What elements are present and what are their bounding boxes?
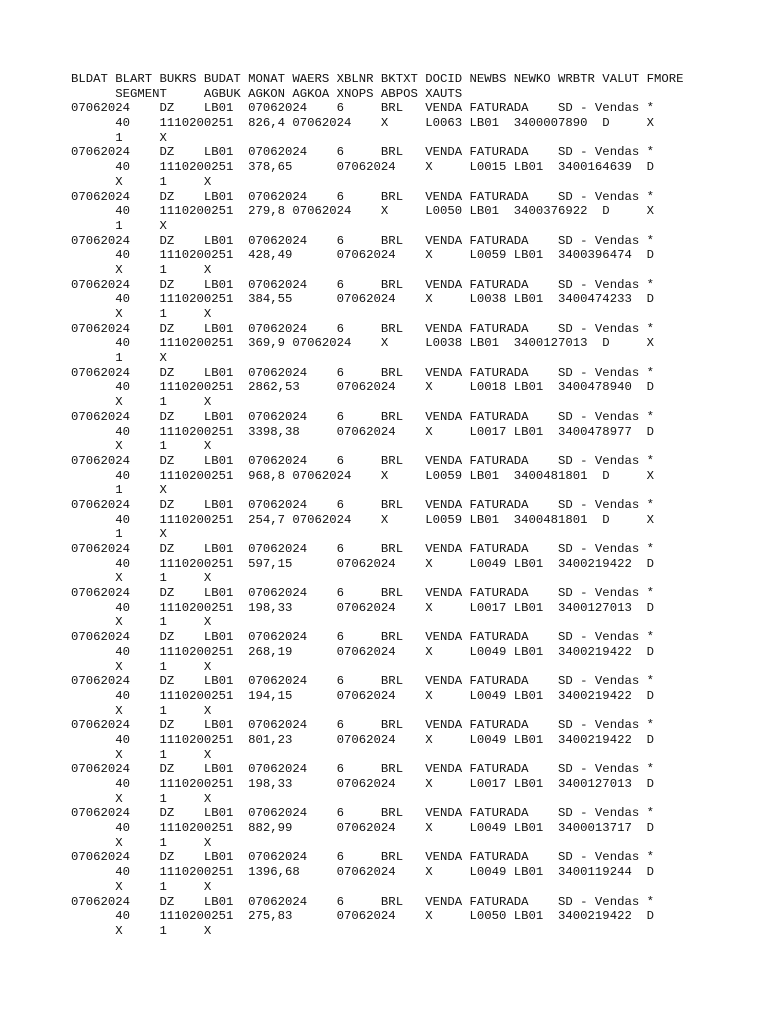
record-line: 40 1110200251 279,8 07062024 X L0050 LB01 3400376922 D X xyxy=(71,204,654,219)
record-line: X 1 X xyxy=(71,747,212,762)
record-line: 07062024 DZ LB01 07062024 6 BRL VENDA FATURADA SD - Vendas * xyxy=(71,894,654,909)
record-line: 1 X xyxy=(71,130,167,145)
record-line: 1 X xyxy=(71,218,167,233)
record-line: X 1 X xyxy=(71,879,212,894)
record-line: 07062024 DZ LB01 07062024 6 BRL VENDA FATURADA SD - Vendas * xyxy=(71,101,654,116)
record-line: 07062024 DZ LB01 07062024 6 BRL VENDA FATURADA SD - Vendas * xyxy=(71,674,654,689)
record-line: 40 1110200251 801,23 07062024 X L0049 LB01 3400219422 D xyxy=(71,732,654,747)
record-line: 40 1110200251 254,7 07062024 X L0059 LB01 3400481801 D X xyxy=(71,512,654,527)
record-line: 40 1110200251 198,33 07062024 X L0017 LB01 3400127013 D xyxy=(71,600,654,615)
header-line: SEGMENT AGBUK AGKON AGKOA XNOPS ABPOS XAUTS xyxy=(71,86,463,101)
record-line: 07062024 DZ LB01 07062024 6 BRL VENDA FATURADA SD - Vendas * xyxy=(71,189,654,204)
record-line: X 1 X xyxy=(71,307,212,321)
record-line: 1 X xyxy=(71,483,167,498)
record-line: X 1 X xyxy=(71,615,212,630)
record-line: 07062024 DZ LB01 07062024 6 BRL VENDA FATURADA SD - Vendas * xyxy=(71,542,654,556)
record-line: 07062024 DZ LB01 07062024 6 BRL VENDA FATURADA SD - Vendas * xyxy=(71,453,654,468)
record-line: X 1 X xyxy=(71,439,212,454)
record-line: 40 1110200251 826,4 07062024 X L0063 LB01 3400007890 D X xyxy=(71,116,654,131)
record-line: 40 1110200251 369,9 07062024 X L0038 LB01 3400127013 D X xyxy=(71,336,654,351)
record-line: 40 1110200251 384,55 07062024 X L0038 LB01 3400474233 D xyxy=(71,292,654,307)
record-line: 07062024 DZ LB01 07062024 6 BRL VENDA FATURADA SD - Vendas * xyxy=(71,718,654,733)
record-line: 07062024 DZ LB01 07062024 6 BRL VENDA FATURADA SD - Vendas * xyxy=(71,277,654,292)
record-line: X 1 X xyxy=(71,703,212,718)
record-line: 40 1110200251 198,33 07062024 X L0017 LB01 3400127013 D xyxy=(71,777,654,791)
record-line: X 1 X xyxy=(71,174,212,189)
record-line: X 1 X xyxy=(71,262,212,277)
record-line: X 1 X xyxy=(71,791,212,806)
record-line: X 1 X xyxy=(71,395,212,410)
record-line: 07062024 DZ LB01 07062024 6 BRL VENDA FATURADA SD - Vendas * xyxy=(71,497,654,512)
record-line: 40 1110200251 275,83 07062024 X L0050 LB01 3400219422 D xyxy=(71,909,654,924)
record-line: 40 1110200251 597,15 07062024 X L0049 LB01 3400219422 D xyxy=(71,556,654,571)
record-line: X 1 X xyxy=(71,923,212,938)
record-line: 07062024 DZ LB01 07062024 6 BRL VENDA FATURADA SD - Vendas * xyxy=(71,365,654,380)
record-line: 40 1110200251 194,15 07062024 X L0049 LB01 3400219422 D xyxy=(71,688,654,703)
record-line: 40 1110200251 2862,53 07062024 X L0018 LB01 3400478940 D xyxy=(71,380,654,395)
record-line: 40 1110200251 968,8 07062024 X L0059 LB01 3400481801 D X xyxy=(71,468,654,483)
record-line: 40 1110200251 882,99 07062024 X L0049 LB01 3400013717 D xyxy=(71,821,654,836)
record-line: 40 1110200251 378,65 07062024 X L0015 LB01 3400164639 D xyxy=(71,160,654,175)
record-line: X 1 X xyxy=(71,835,212,850)
record-line: X 1 X xyxy=(71,659,212,674)
record-line: 07062024 DZ LB01 07062024 6 BRL VENDA FATURADA SD - Vendas * xyxy=(71,630,654,645)
record-line: 40 1110200251 268,19 07062024 X L0049 LB01 3400219422 D xyxy=(71,644,654,659)
record-line: 07062024 DZ LB01 07062024 6 BRL VENDA FATURADA SD - Vendas * xyxy=(71,409,654,424)
header-line: BLDAT BLART BUKRS BUDAT MONAT WAERS XBLNR BKTXT DOCID NEWBS NEWKO WRBTR VALUT FMORE xyxy=(71,72,684,86)
record-line: 1 X xyxy=(71,527,167,542)
record-line: 40 1110200251 428,49 07062024 X L0059 LB01 3400396474 D xyxy=(71,248,654,263)
record-line: 40 1110200251 3398,38 07062024 X L0017 LB01 3400478977 D xyxy=(71,424,654,439)
record-line: 07062024 DZ LB01 07062024 6 BRL VENDA FATURADA SD - Vendas * xyxy=(71,586,654,601)
record-line: 07062024 DZ LB01 07062024 6 BRL VENDA FATURADA SD - Vendas * xyxy=(71,233,654,248)
record-line: 07062024 DZ LB01 07062024 6 BRL VENDA FATURADA SD - Vendas * xyxy=(71,145,654,160)
record-line: 1 X xyxy=(71,351,167,366)
record-line: 07062024 DZ LB01 07062024 6 BRL VENDA FATURADA SD - Vendas * xyxy=(71,806,654,821)
record-line: 40 1110200251 1396,68 07062024 X L0049 LB01 3400119244 D xyxy=(71,865,654,880)
record-line: 07062024 DZ LB01 07062024 6 BRL VENDA FATURADA SD - Vendas * xyxy=(71,850,654,865)
record-line: X 1 X xyxy=(71,571,212,586)
text-listing xyxy=(71,72,684,939)
record-line: 07062024 DZ LB01 07062024 6 BRL VENDA FATURADA SD - Vendas * xyxy=(71,321,654,336)
record-line: 07062024 DZ LB01 07062024 6 BRL VENDA FATURADA SD - Vendas * xyxy=(71,762,654,777)
